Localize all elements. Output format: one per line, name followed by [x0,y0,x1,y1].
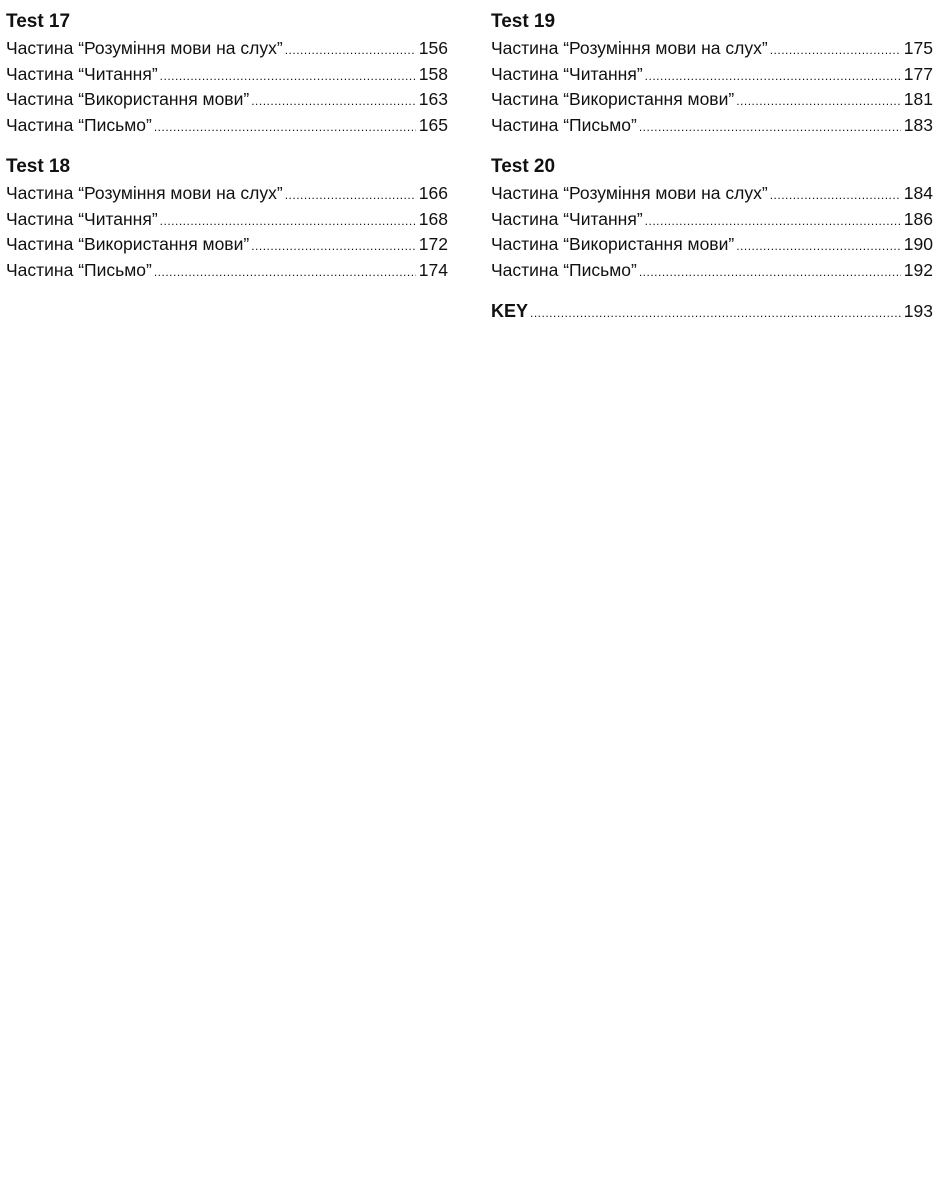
toc-entry[interactable] [6,88,448,114]
toc-entry-label: Частина “Письмо” [491,114,637,135]
toc-entry-page: 172 [418,234,448,254]
toc-entry-label: Частина “Розуміння мови на слух” [491,183,768,203]
toc-section-test-19 [491,10,933,139]
dot-leader [639,116,901,140]
toc-entry-label: Частина “Читання” [491,63,643,84]
toc-entry-label: Частина “Письмо” [6,259,152,280]
toc-entry-page: 183 [903,114,933,135]
toc-entry[interactable] [6,114,448,140]
toc-key-label: KEY [491,301,529,321]
toc-section-test-20 [491,155,933,284]
dot-leader [154,116,416,140]
toc-entry-page: 174 [418,259,448,280]
toc-entry-page: 168 [418,208,448,229]
dot-leader [736,90,901,114]
toc-entry[interactable] [491,259,933,285]
toc-entry-page: 165 [418,114,448,135]
toc-entry[interactable] [6,233,448,259]
dot-leader [770,39,901,63]
toc-entry-label: Частина “Використання мови” [6,234,250,254]
section-title: Test 17 [6,11,71,32]
toc-entry[interactable] [491,114,933,140]
toc-entry-label: Частина “Використання мови” [491,89,735,109]
toc-entry-page: 166 [418,183,448,203]
toc-entry-label: Частина “Читання” [491,208,643,229]
toc-entry-label: Частина “Розуміння мови на слух” [6,183,283,203]
dot-leader [160,65,416,89]
toc-entry[interactable] [6,208,448,234]
toc-entry[interactable] [491,37,933,63]
dot-leader [645,210,901,234]
toc-key-page: 193 [903,301,933,321]
toc-entry[interactable] [6,63,448,89]
dot-leader [770,184,901,208]
toc-entry[interactable] [491,233,933,259]
toc-entry[interactable] [491,88,933,114]
toc-entry-label: Частина “Читання” [6,208,158,229]
toc-entry[interactable] [491,63,933,89]
toc-right-column [491,10,933,326]
dot-leader [736,235,901,259]
toc-entry[interactable] [491,208,933,234]
toc-section-test-17 [6,10,448,139]
dot-leader [285,184,416,208]
toc-entry[interactable] [6,259,448,285]
toc-entry-label: Частина “Письмо” [491,259,637,280]
dot-leader [645,65,901,89]
toc-entry-page: 181 [903,89,933,109]
toc-entry[interactable] [6,37,448,63]
toc-entry-page: 184 [903,183,933,203]
toc-entry[interactable] [6,182,448,208]
toc-entry-page: 158 [418,63,448,84]
toc-entry-label: Частина “Розуміння мови на слух” [6,38,283,58]
toc-entry-page: 192 [903,259,933,280]
toc-section-test-18 [6,155,448,284]
toc-entry[interactable] [491,182,933,208]
dot-leader [251,90,416,114]
dot-leader [251,235,416,259]
toc-entry-label: Частина “Читання” [6,63,158,84]
toc-entry-page: 156 [418,38,448,58]
dot-leader [639,261,901,285]
toc-entry-key[interactable] [491,300,933,326]
toc-entry-page: 175 [903,38,933,58]
dot-leader [285,39,416,63]
toc-entry-page: 186 [903,208,933,229]
toc-entry-page: 177 [903,63,933,84]
toc-entry-page: 190 [903,234,933,254]
section-title: Test 20 [491,156,556,177]
dot-leader [160,210,416,234]
dot-leader [530,302,901,326]
toc-entry-page: 163 [418,89,448,109]
toc-entry-label: Частина “Розуміння мови на слух” [491,38,768,58]
dot-leader [154,261,416,285]
toc-entry-label: Частина “Використання мови” [6,89,250,109]
toc-entry-label: Частина “Письмо” [6,114,152,135]
toc-entry-label: Частина “Використання мови” [491,234,735,254]
toc-left-column [6,10,448,300]
section-title: Test 18 [6,156,71,177]
section-title: Test 19 [491,11,556,32]
